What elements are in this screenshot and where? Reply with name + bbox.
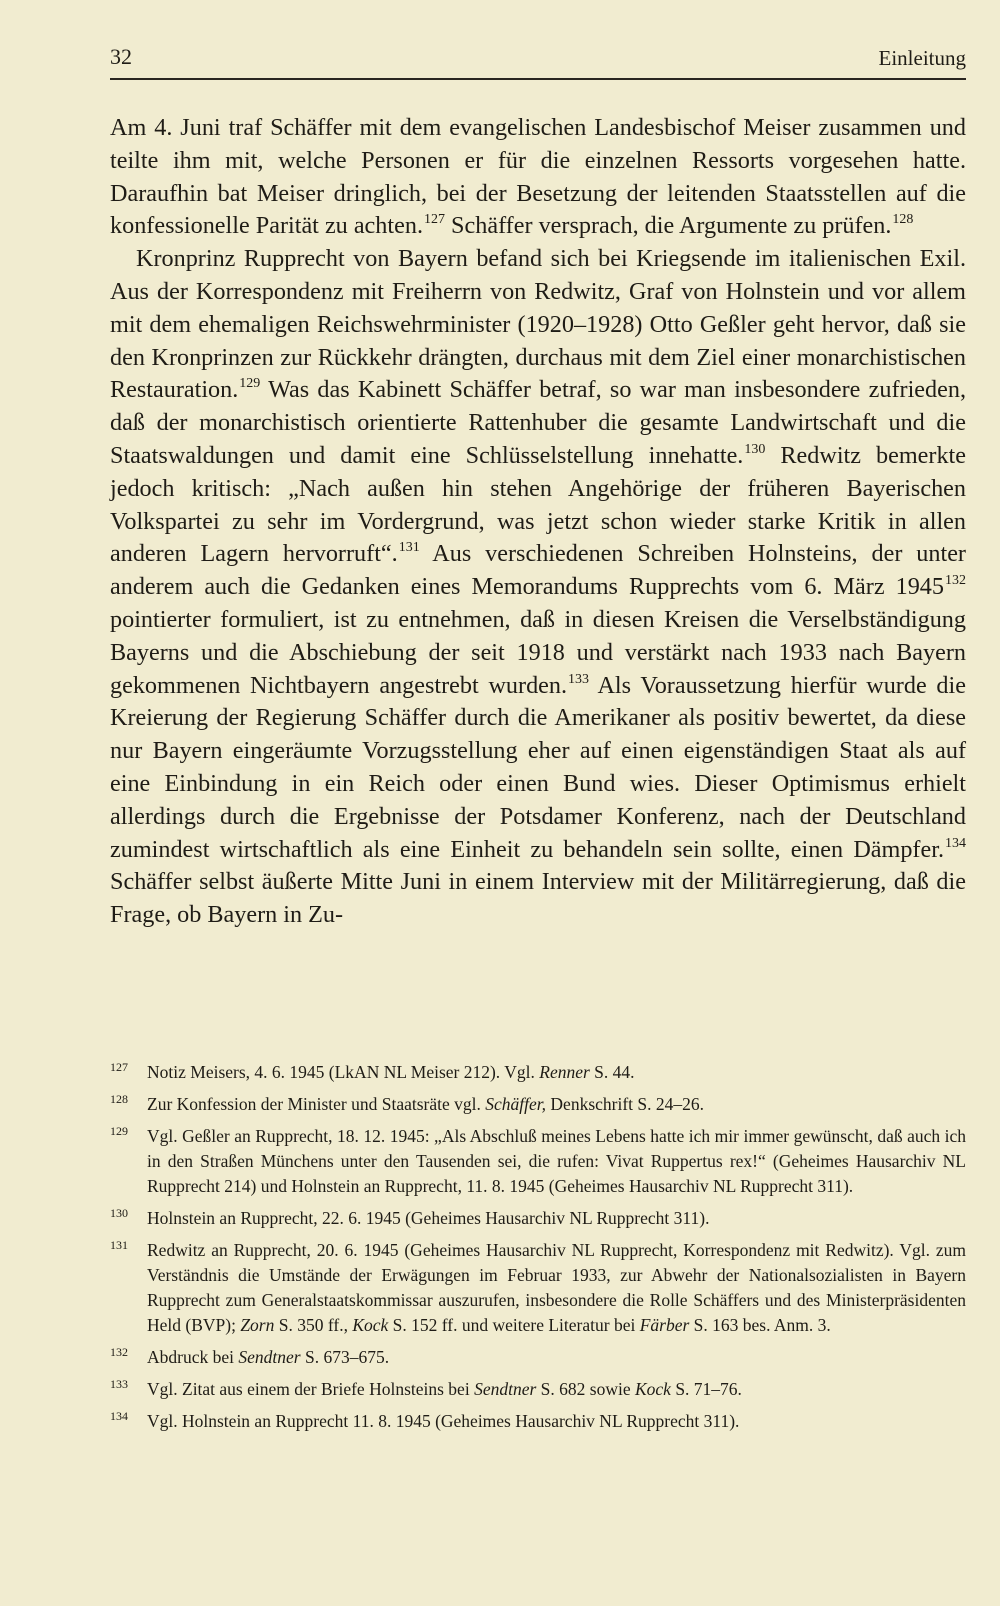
text-run: Notiz Meisers, 4. 6. 1945 (LkAN NL Meiser 212). Vgl. <box>147 1062 540 1082</box>
running-title: Einleitung <box>878 46 966 70</box>
footnote-number: 133 <box>110 1377 128 1391</box>
footnote <box>110 1206 966 1231</box>
footnote-number: 127 <box>110 1060 128 1074</box>
page-number: 32 <box>110 44 132 69</box>
footnote-number: 128 <box>110 1092 128 1106</box>
text-run: pointierter formuliert, ist zu entnehmen, daß in diesen Kreisen die Verselbständigung Bayerns und die Abschiebung der seit 1918 und verstärkt nach 1933 nach Bayern gekommenen Nichtbayern angestrebt wurden. <box>110 605 966 699</box>
author-name: Kock <box>634 1379 671 1399</box>
footnote <box>110 1238 966 1338</box>
footnote-number: 131 <box>110 1238 128 1252</box>
author-name: Färber <box>639 1315 690 1335</box>
footnote-text <box>147 1345 966 1370</box>
footnote <box>110 1124 966 1199</box>
footnote <box>110 1345 966 1370</box>
text-run: Was das Kabinett Schäffer betraf, so war man insbesondere zufrieden, daß der monarchistisch orientierte Rattenhuber die gesamte Landwirtschaft und die Staatswaldungen und damit eine Schlüsselstellung innehatte. <box>110 376 966 469</box>
text-run: Zur Konfession der Minister und Staatsräte vgl. <box>147 1094 486 1114</box>
text-run: Als Voraussetzung hierfür wurde die Kreierung der Regierung Schäffer durch die Amerikaner als positiv bewertet, da diese nur Bayern eingeräumte Vorzugsstellung eher auf einen eigenständigen Staat als auf eine Einbindung in ein Reich oder einen Bund wies. Dieser Optimismus erhielt allerdings durch die Ergebnisse der Potsdamer Konferenz, nach der Deutschland zumindest wirtschaftlich als eine Einheit zu behandeln sein sollte, einen Dämpfer. <box>110 671 966 863</box>
text-run: Schäffer versprach, die Argumente zu prüfen. <box>445 212 892 240</box>
footnote <box>110 1377 966 1402</box>
author-name: Sendtner <box>238 1347 301 1367</box>
main-text <box>110 112 966 932</box>
footnote-ref[interactable]: 130 <box>744 441 766 457</box>
text-run: S. 682 sowie <box>536 1379 635 1399</box>
paragraph <box>110 243 966 932</box>
footnote-text: Vgl. Holnstein an Rupprecht 11. 8. 1945 (Geheimes Hausarchiv NL Rupprecht 311). <box>147 1411 740 1431</box>
text-run: S. 152 ff. und weitere Literatur bei <box>388 1315 640 1335</box>
author-name: Zorn <box>240 1315 275 1335</box>
footnote <box>110 1092 966 1117</box>
footnote-text <box>147 1377 966 1402</box>
footnote-number: 132 <box>110 1345 128 1359</box>
text-run: S. 163 bes. Anm. 3. <box>689 1315 831 1335</box>
author-name: Schäffer, <box>485 1094 547 1114</box>
footnote-ref[interactable]: 129 <box>239 376 261 392</box>
footnote <box>110 1409 966 1434</box>
paragraph <box>110 112 966 243</box>
footnote <box>110 1060 966 1085</box>
footnote-text <box>147 1092 966 1117</box>
text-run: S. 350 ff., <box>274 1315 353 1335</box>
footnote-ref[interactable]: 133 <box>568 671 590 687</box>
text-run: S. 44. <box>589 1062 635 1082</box>
text-run: Aus verschiedenen Schreiben Holnsteins, der unter anderem auch die Gedanken eines Memorandums Rupprechts vom 6. März 1945 <box>110 540 966 601</box>
footnote-number: 134 <box>110 1409 128 1423</box>
footnote-number: 130 <box>110 1206 128 1220</box>
footnote-ref[interactable]: 134 <box>945 835 966 851</box>
text-run: Am 4. Juni traf Schäffer mit dem evangelischen Landesbischof Meiser zusammen und teilte ihm mit, welche Personen er für die einzelnen Ressorts vorgesehen hatte. Daraufhin bat Meiser dringlich, bei der Besetzung der leitenden Staatsstellen auf die konfessionelle Parität zu achten. <box>110 114 966 240</box>
footnote-text <box>147 1238 966 1338</box>
footnotes <box>110 1060 966 1441</box>
author-name: Kock <box>352 1315 389 1335</box>
author-name: Sendtner <box>474 1379 537 1399</box>
footnote-ref[interactable]: 131 <box>398 540 420 556</box>
footnote-text: Vgl. Geßler an Rupprecht, 18. 12. 1945: „Als Abschluß meines Lebens hatte ich mir immer gewünscht, daß auch ich in den Straßen Münchens unter den Tausenden sei, die rufen: Vivat Ruppertus rex!“ (Geheimes Hausarchiv NL Rupprecht 214) und Holnstein an Rupprecht, 11. 8. 1945 (Geheimes Hausarchiv NL Rupprecht 311). <box>147 1126 966 1196</box>
page-header <box>110 44 966 80</box>
text-run: Schäffer selbst äußerte Mitte Juni in einem Interview mit der Militärregierung, daß die Frage, ob Bayern in Zu- <box>110 868 966 929</box>
text-run: Redwitz an Rupprecht, 20. 6. 1945 (Geheimes Hausarchiv NL Rupprecht, Korrespondenz mit Redwitz). Vgl. zum Verständnis die Umstände der Erwägungen im Februar 1933, zur Abwehr der Nationalsozialisten in Bayern Rupprecht zum Generalstaatskommissar auszurufen, insbesondere die Rolle Schäffers und des Ministerpräsidenten Held (BVP); <box>147 1240 966 1335</box>
footnote-ref[interactable]: 127 <box>424 212 445 228</box>
text-run: S. 71–76. <box>670 1379 742 1399</box>
author-name: Renner <box>539 1062 590 1082</box>
footnote-ref[interactable]: 128 <box>892 212 914 228</box>
text-run: Vgl. Zitat aus einem der Briefe Holnsteins bei <box>147 1379 475 1399</box>
footnote-text: Holnstein an Rupprecht, 22. 6. 1945 (Geheimes Hausarchiv NL Rupprecht 311). <box>147 1208 710 1228</box>
footnote-number: 129 <box>110 1124 128 1138</box>
footnote-text <box>147 1060 966 1085</box>
text-run: Denkschrift S. 24–26. <box>546 1094 705 1114</box>
text-run: Redwitz bemerkte jedoch kritisch: „Nach außen hin stehen Angehörige der früheren Bayerischen Volkspartei zu sehr im Vordergrund, was jetzt schon wieder starke Kritik in allen anderen Lagern hervorruft“. <box>110 441 967 568</box>
text-run: S. 673–675. <box>300 1347 390 1367</box>
text-run: Abdruck bei <box>147 1347 239 1367</box>
text-run: Kronprinz Rupprecht von Bayern befand sich bei Kriegsende im italienischen Exil. Aus der Korrespondenz mit Freiherrn von Redwitz, Graf von Holnstein und vor allem mit dem ehemaligen Reichswehrminister (1920–1928) Otto Geßler geht hervor, daß sie den Kronprinzen zur Rückkehr drängten, durchaus mit dem Ziel einer monarchistischen Restauration. <box>110 245 966 404</box>
footnote-ref[interactable]: 132 <box>945 573 966 589</box>
